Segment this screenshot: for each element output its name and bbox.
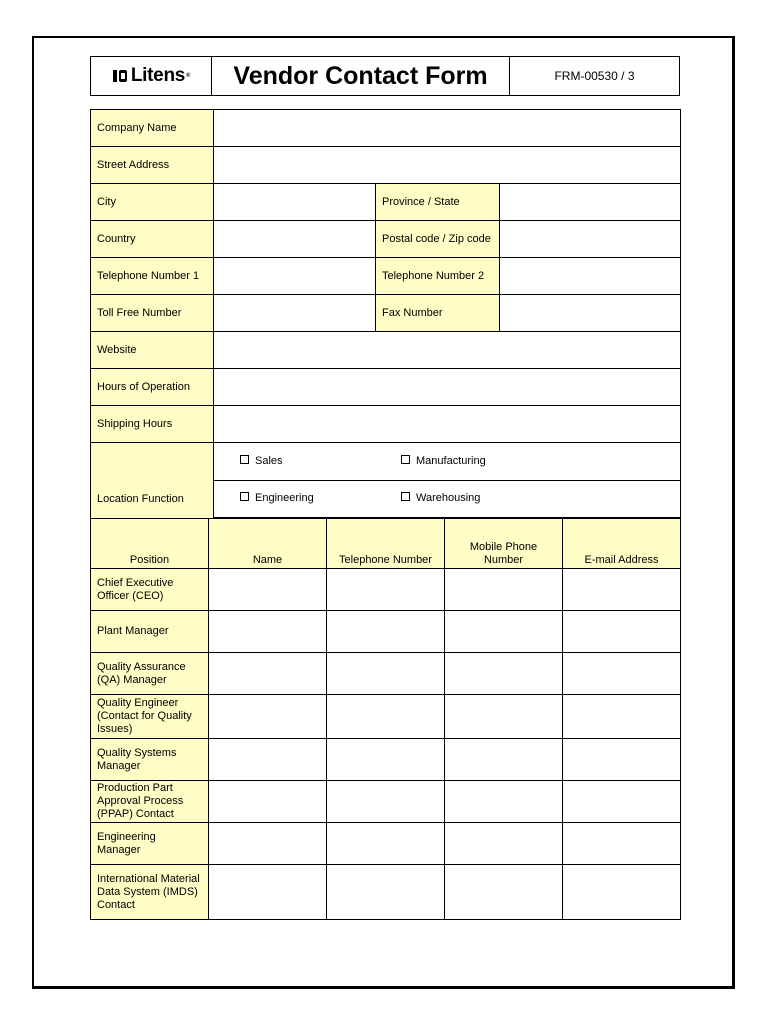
email-field[interactable] — [563, 569, 681, 611]
contact-row — [91, 823, 681, 865]
country-field[interactable] — [214, 221, 376, 258]
name-field[interactable] — [209, 695, 327, 739]
email-field[interactable] — [563, 695, 681, 739]
telephone-2-label: Telephone Number 2 — [376, 258, 500, 295]
telephone-row — [91, 258, 681, 295]
city-row — [91, 184, 681, 221]
mobile-field[interactable] — [445, 611, 563, 653]
email-field[interactable] — [563, 739, 681, 781]
company-info-table — [90, 109, 681, 555]
telephone-field[interactable] — [327, 695, 445, 739]
email-field[interactable] — [563, 781, 681, 823]
shipping-hours-row — [91, 406, 681, 443]
function-option-warehousing[interactable] — [375, 480, 680, 517]
mobile-field[interactable] — [445, 823, 563, 865]
city-label: City — [91, 184, 214, 221]
function-option-sales[interactable] — [214, 443, 375, 480]
contacts-body — [91, 569, 681, 920]
province-state-label: Province / State — [376, 184, 500, 221]
position-label: Plant Manager — [91, 611, 209, 653]
company-name-row — [91, 110, 681, 147]
position-label: Quality Engineer (Contact for Quality Issues) — [91, 695, 209, 739]
checkbox-icon[interactable] — [240, 455, 249, 464]
telephone-field[interactable] — [327, 611, 445, 653]
column-header-telephone: Telephone Number — [327, 519, 445, 569]
name-field[interactable] — [209, 865, 327, 920]
name-field[interactable] — [209, 653, 327, 695]
hours-operation-label: Hours of Operation — [91, 369, 214, 406]
column-header-position: Position — [91, 519, 209, 569]
contact-row — [91, 865, 681, 920]
toll-free-field[interactable] — [214, 295, 376, 332]
website-field[interactable] — [214, 332, 681, 369]
mobile-field[interactable] — [445, 865, 563, 920]
contacts-header-row — [91, 519, 681, 569]
telephone-field[interactable] — [327, 739, 445, 781]
function-option-engineering[interactable] — [214, 480, 375, 517]
function-label: Manufacturing — [416, 454, 486, 467]
toll-free-label: Toll Free Number — [91, 295, 214, 332]
mobile-field[interactable] — [445, 739, 563, 781]
email-field[interactable] — [563, 653, 681, 695]
shipping-hours-label: Shipping Hours — [91, 406, 214, 443]
name-field[interactable] — [209, 611, 327, 653]
street-address-field[interactable] — [214, 147, 681, 184]
email-field[interactable] — [563, 865, 681, 920]
position-label: Quality Assurance (QA) Manager — [91, 653, 209, 695]
email-field[interactable] — [563, 611, 681, 653]
hours-operation-field[interactable] — [214, 369, 681, 406]
email-field[interactable] — [563, 823, 681, 865]
website-label: Website — [91, 332, 214, 369]
function-label: Warehousing — [416, 492, 481, 504]
street-address-label: Street Address — [91, 147, 214, 184]
telephone-field[interactable] — [327, 569, 445, 611]
contacts-table — [90, 518, 681, 920]
form-title: Vendor Contact Form — [212, 57, 510, 95]
street-address-row — [91, 147, 681, 184]
country-row — [91, 221, 681, 258]
contact-row — [91, 781, 681, 823]
name-field[interactable] — [209, 569, 327, 611]
column-header-email: E-mail Address — [563, 519, 681, 569]
hours-operation-row — [91, 369, 681, 406]
postal-code-field[interactable] — [500, 221, 681, 258]
column-header-name: Name — [209, 519, 327, 569]
telephone-1-label: Telephone Number 1 — [91, 258, 214, 295]
mobile-field[interactable] — [445, 781, 563, 823]
telephone-field[interactable] — [327, 823, 445, 865]
function-option-manufacturing[interactable] — [375, 443, 680, 480]
country-label: Country — [91, 221, 214, 258]
contact-row — [91, 611, 681, 653]
telephone-1-field[interactable] — [214, 258, 376, 295]
form-header — [90, 56, 680, 96]
mobile-field[interactable] — [445, 653, 563, 695]
name-field[interactable] — [209, 781, 327, 823]
logo-registered-mark: ® — [186, 73, 191, 79]
column-header-mobile: Mobile Phone Number — [445, 519, 563, 569]
province-state-field[interactable] — [500, 184, 681, 221]
website-row — [91, 332, 681, 369]
company-logo — [91, 57, 212, 95]
checkbox-icon[interactable] — [240, 492, 249, 501]
logo-text: Litens — [130, 65, 186, 86]
city-field[interactable] — [214, 184, 376, 221]
contact-row — [91, 695, 681, 739]
telephone-2-field[interactable] — [500, 258, 681, 295]
name-field[interactable] — [209, 823, 327, 865]
toll-free-row — [91, 295, 681, 332]
contact-row — [91, 653, 681, 695]
telephone-field[interactable] — [327, 653, 445, 695]
position-label: Production Part Approval Process (PPAP) Contact — [91, 781, 209, 823]
location-function-label: Location Function — [91, 443, 214, 555]
fax-label: Fax Number — [376, 295, 500, 332]
name-field[interactable] — [209, 739, 327, 781]
shipping-hours-field[interactable] — [214, 406, 681, 443]
postal-code-label: Postal code / Zip code — [376, 221, 500, 258]
company-name-label: Company Name — [91, 110, 214, 147]
mobile-field[interactable] — [445, 695, 563, 739]
litens-mark-icon — [112, 68, 128, 84]
form-code: FRM-00530 / 3 — [554, 69, 635, 83]
checkbox-icon[interactable] — [401, 492, 410, 501]
position-label: Chief Executive Officer (CEO) — [91, 569, 209, 611]
position-label: Engineering Manager — [91, 823, 209, 865]
position-label: Quality Systems Manager — [91, 739, 209, 781]
position-label: International Material Data System (IMDS) Contact — [91, 865, 209, 920]
mobile-field[interactable] — [445, 569, 563, 611]
fax-field[interactable] — [500, 295, 681, 332]
function-label: Engineering — [255, 492, 314, 504]
telephone-field[interactable] — [327, 865, 445, 920]
contact-row — [91, 739, 681, 781]
contact-row — [91, 569, 681, 611]
company-name-field[interactable] — [214, 110, 681, 147]
telephone-field[interactable] — [327, 781, 445, 823]
checkbox-icon[interactable] — [401, 455, 410, 464]
function-label: Sales — [255, 454, 283, 467]
